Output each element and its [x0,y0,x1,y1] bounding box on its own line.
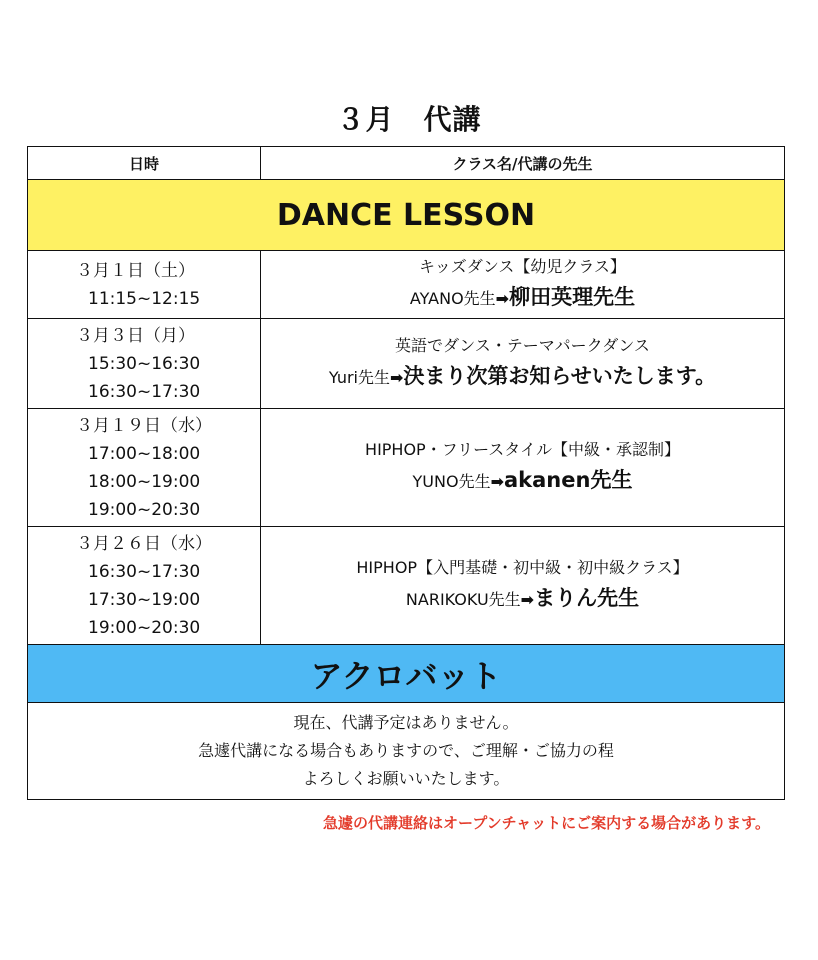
acro-message-line: よろしくお願いいたします。 [302,769,510,788]
arrow-right-icon: ➡ [390,367,404,387]
acro-message-line: 急遽代講になる場合もありますので、ご理解・ご協力の程 [198,741,614,760]
dance-section-title: DANCE LESSON [28,180,785,251]
lesson-date-cell [28,319,261,409]
lesson-time: 17:30~19:00 [88,589,201,610]
original-teacher: AYANO先生 [409,288,496,308]
schedule-table [27,146,785,800]
substitute-teacher: まりん先生 [534,585,640,610]
lesson-date-cell [28,527,261,645]
teacher-change [261,463,784,499]
class-name: HIPHOP【入門基礎・初中級・初中級クラス】 [356,557,689,577]
table-row [28,251,785,319]
lesson-time: 19:00~20:30 [88,499,201,520]
lesson-date-cell [28,251,261,319]
table-row [28,319,785,409]
teacher-change [261,280,784,316]
lesson-time: 19:00~20:30 [88,617,201,638]
class-name: 英語でダンス・テーマパークダンス [395,335,650,355]
acro-message-line: 現在、代講予定はありません。 [293,713,519,732]
table-row [28,527,785,645]
lesson-class-cell [261,319,785,409]
lesson-time: 18:00~19:00 [88,471,201,492]
lesson-date: ３月２６日（水） [76,533,212,554]
lesson-class-cell [261,251,785,319]
lesson-date-cell [28,409,261,527]
lesson-time: 16:30~17:30 [88,561,201,582]
lesson-date: ３月１日（土） [76,260,195,281]
substitute-teacher: 柳田英理先生 [509,284,636,309]
substitute-teacher: akanen先生 [504,467,633,492]
acro-message-row [28,703,785,800]
class-name: キッズダンス【幼児クラス】 [419,256,626,276]
teacher-change [261,581,784,617]
table-row [28,409,785,527]
original-teacher: NARIKOKU先生 [405,589,521,609]
lesson-time: 16:30~17:30 [88,381,201,402]
acro-section-title: アクロバット [28,645,785,703]
lesson-class-cell [261,409,785,527]
class-name: HIPHOP・フリースタイル【中級・承認制】 [365,439,680,459]
lesson-time: 15:30~16:30 [88,353,201,374]
acro-message-cell [28,703,785,800]
lesson-date: ３月３日（月） [76,325,195,346]
arrow-right-icon: ➡ [495,288,510,308]
page-title: ３月 代講 [336,103,482,136]
substitute-teacher: 決まり次第お知らせいたします。 [403,363,717,388]
header-class: クラス名/代講の先生 [261,147,785,180]
arrow-right-icon: ➡ [520,589,535,609]
original-teacher: YUNO先生 [412,471,491,491]
teacher-change [261,359,784,395]
lesson-time: 11:15~12:15 [88,288,201,309]
dance-section-band [28,180,785,251]
acro-section-band [28,645,785,703]
original-teacher: Yuri先生 [328,367,390,387]
lesson-date: ３月１９日（水） [76,415,212,436]
header-date: 日時 [28,147,261,180]
lesson-time: 17:00~18:00 [88,443,201,464]
footer-note: 急遽の代講連絡はオープンチャットにご案内する場合があります。 [322,814,770,832]
arrow-right-icon: ➡ [490,471,504,491]
table-header-row [28,147,785,180]
lesson-class-cell [261,527,785,645]
